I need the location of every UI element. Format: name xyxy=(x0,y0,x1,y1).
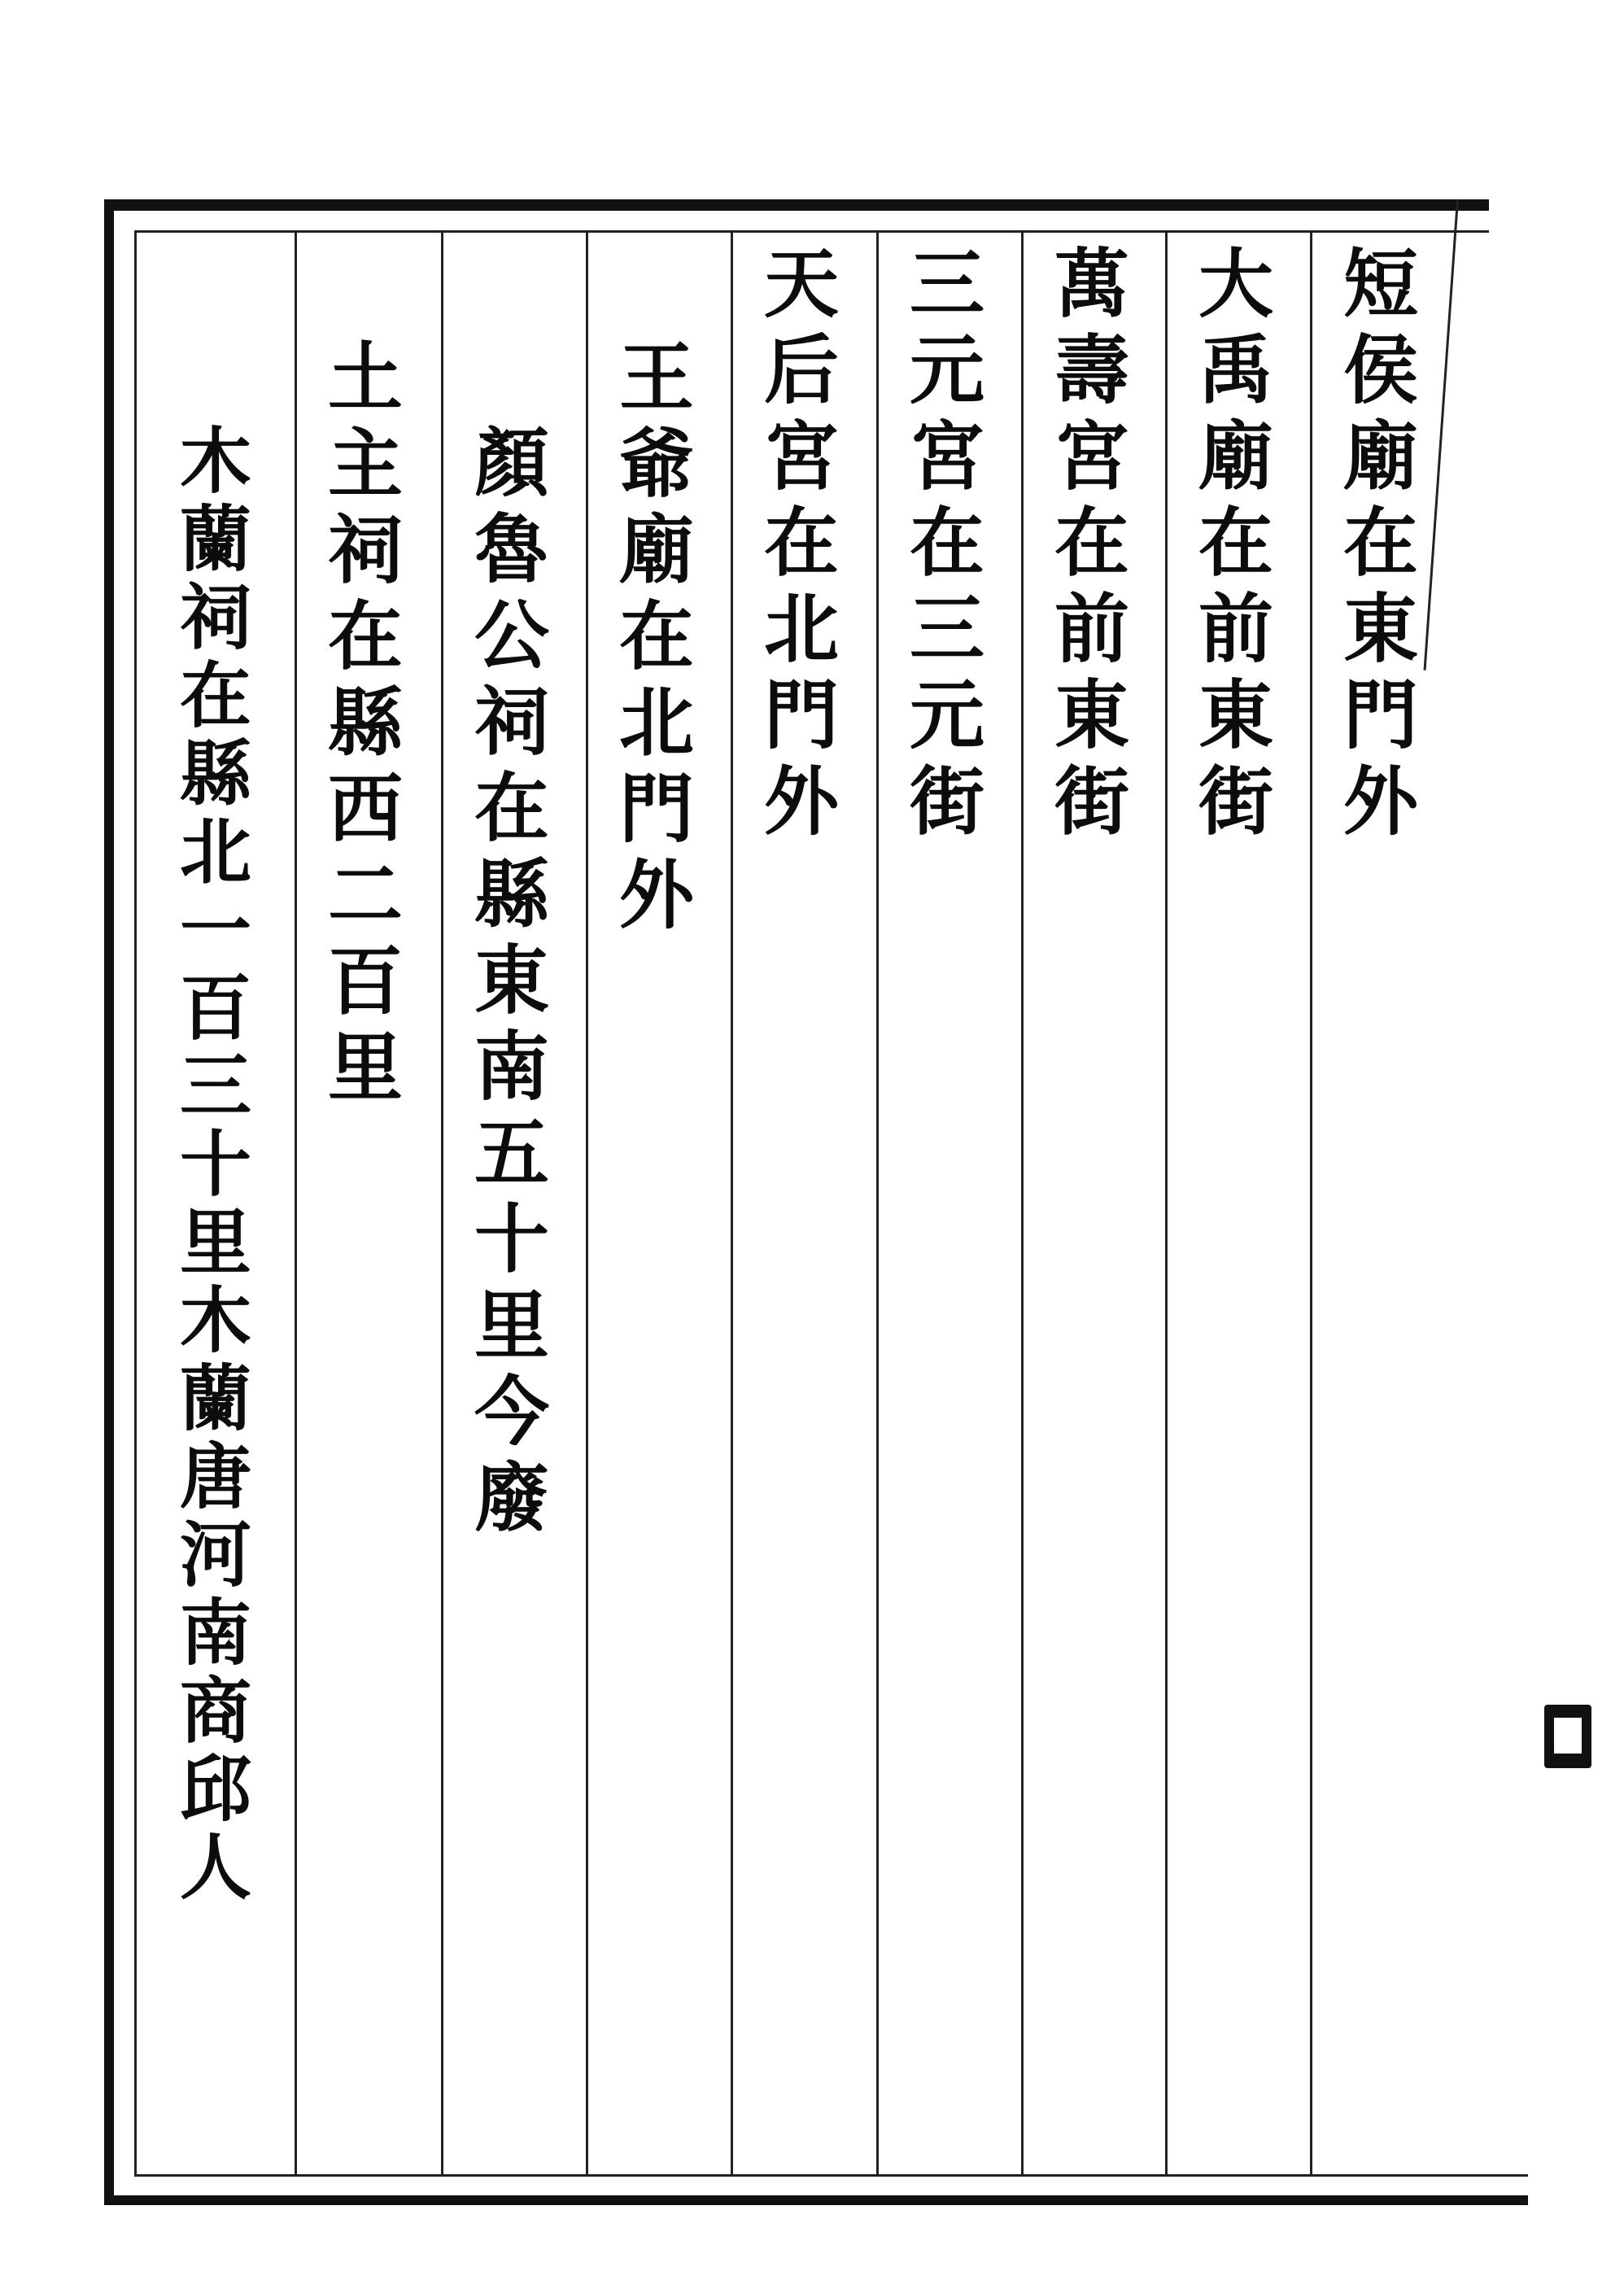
column-rule xyxy=(1310,230,1312,2177)
text-column-5: 天后宮在北門外 xyxy=(752,244,840,848)
column-rule xyxy=(731,230,733,2177)
text-column-8: 土主祠在縣西二百里 xyxy=(316,338,404,1114)
torn-corner xyxy=(1489,199,1546,378)
text-column-3: 萬壽宮在前東街 xyxy=(1042,244,1130,848)
column-rule xyxy=(1021,230,1024,2177)
text-column-1: 短侯廟在東門外 xyxy=(1331,244,1419,848)
column-rule xyxy=(876,230,879,2177)
page-margin-mark xyxy=(1544,1705,1591,1768)
column-rule xyxy=(586,230,588,2177)
column-rule xyxy=(295,230,297,2177)
column-rule xyxy=(1165,230,1168,2177)
text-column-7: 顏魯公祠在縣東南五十里今廢 xyxy=(462,423,550,1544)
text-column-6: 王爺廟在北門外 xyxy=(607,338,695,941)
column-rule xyxy=(441,230,443,2177)
text-column-9: 木蘭祠在縣北一百三十里木蘭唐河南商邱人 xyxy=(168,423,253,1907)
text-column-4: 三元宮在三元街 xyxy=(897,244,985,848)
text-column-2: 大禹廟在前東街 xyxy=(1186,244,1274,848)
